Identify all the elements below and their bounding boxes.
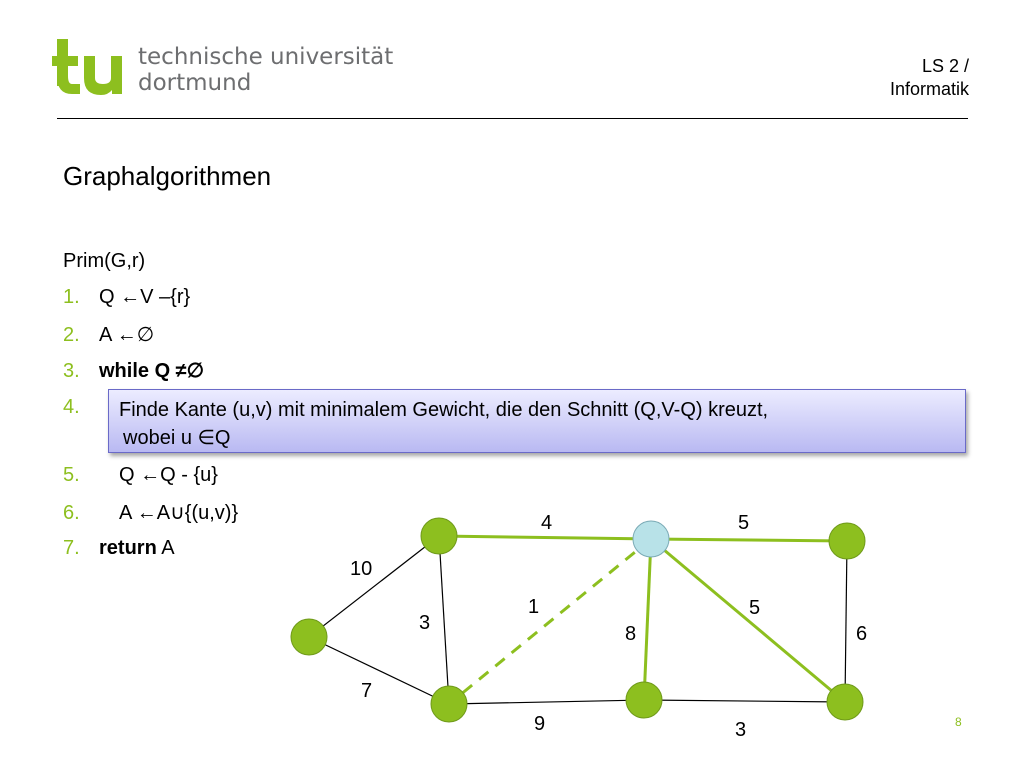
node-d: [829, 523, 865, 559]
logo-line-1: technische universität: [138, 44, 394, 70]
edge-a-e: [309, 637, 449, 704]
org-line-1: LS 2 /: [921, 56, 969, 76]
step-number: 5.: [63, 464, 80, 486]
weight-b-e: 3: [419, 612, 431, 634]
edge-f-g: [644, 700, 845, 702]
step-text: Q ←V –{r}: [99, 286, 191, 308]
slide-title: Graphalgorithmen: [63, 161, 272, 191]
weight-c-g: 5: [749, 597, 761, 619]
weight-c-f: 8: [625, 623, 637, 645]
highlight-line-1: Finde Kante (u,v) mit minimalem Gewicht, die den Schnitt (Q,V-Q) kreuzt,: [119, 399, 769, 421]
step-keyword: return: [99, 537, 157, 559]
weight-f-g: 3: [735, 719, 747, 741]
page-number: 8: [955, 715, 962, 729]
weight-d-g: 6: [856, 623, 868, 645]
weight-a-e: 7: [361, 680, 373, 702]
edge-c-g: [651, 539, 845, 702]
node-g: [827, 684, 863, 720]
step-text: Q ←Q - {u}: [119, 464, 218, 486]
node-f: [626, 682, 662, 718]
step-text: A ←∅: [99, 324, 155, 346]
node-c: [633, 521, 669, 557]
highlight-line-2: wobei u ∈Q: [123, 427, 231, 449]
weight-a-b: 10: [350, 558, 373, 580]
org-line-2: Informatik: [889, 79, 969, 99]
node-b: [421, 518, 457, 554]
node-e: [431, 686, 467, 722]
algorithm-name: Prim(G,r): [63, 250, 146, 272]
weight-b-c: 4: [541, 512, 553, 534]
step-number: 2.: [63, 324, 80, 346]
step-number: 3.: [63, 360, 80, 382]
step-number: 7.: [63, 537, 80, 559]
edge-c-f: [644, 539, 651, 700]
weight-c-d: 5: [738, 512, 750, 534]
edge-d-g: [845, 541, 847, 702]
step-text: A ←A∪{(u,v)}: [119, 502, 239, 524]
edge-c-d: [651, 539, 847, 541]
edge-b-c: [439, 536, 651, 539]
edge-e-f: [449, 700, 644, 704]
edge-c-e: [449, 539, 651, 704]
weight-e-f: 9: [534, 713, 546, 735]
step-keyword: while Q ≠∅: [99, 360, 205, 382]
step-text: A: [156, 537, 175, 559]
node-a: [291, 619, 327, 655]
step-number: 6.: [63, 502, 80, 524]
weight-c-e: 1: [528, 596, 540, 618]
edge-b-e: [439, 536, 449, 704]
step-number: 4.: [63, 396, 80, 418]
logo-line-2: dortmund: [138, 70, 252, 96]
step-number: 1.: [63, 286, 80, 308]
